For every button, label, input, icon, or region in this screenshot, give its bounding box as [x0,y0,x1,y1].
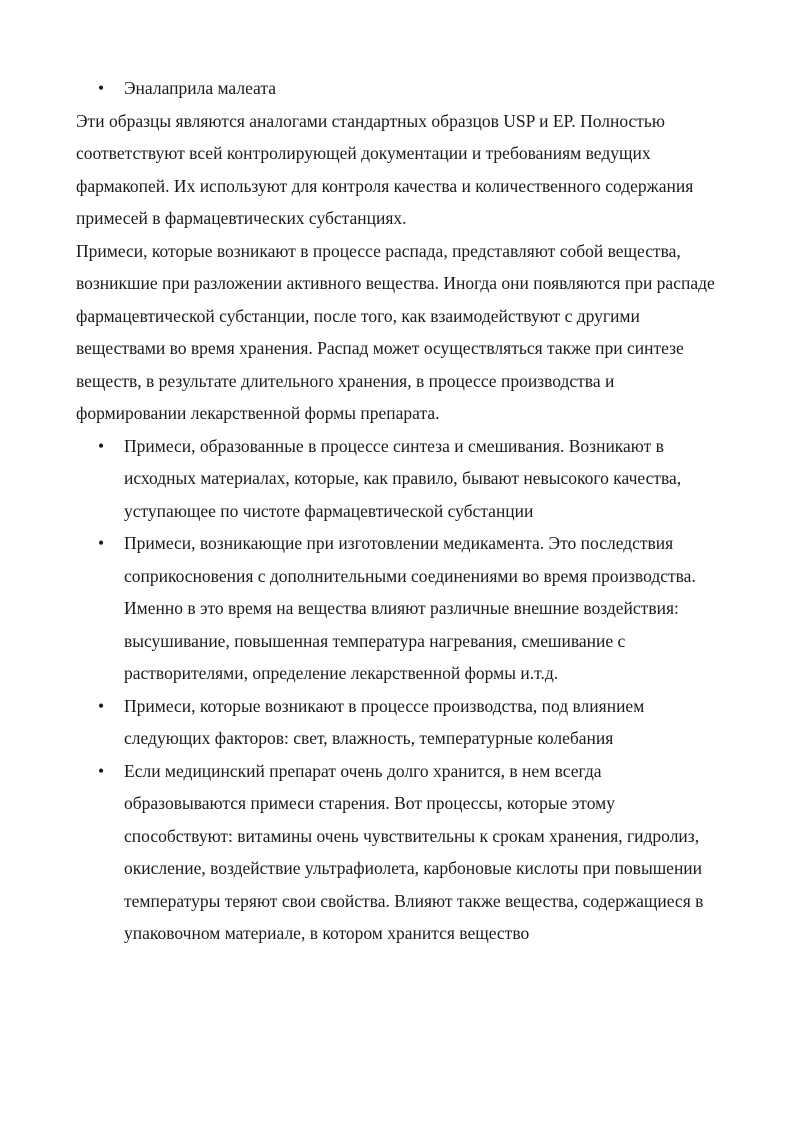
bullet-icon: • [98,533,105,553]
list-item [76,690,726,755]
document-body [76,72,726,950]
list-item [76,72,726,105]
list-item [76,430,726,528]
list-item-text: Примеси, которые возникают в процессе производства, под влиянием следующих факторов: свет, влажность, температурные колебания [124,695,645,748]
top-bullet-list [76,72,726,105]
list-item-text: Примеси, образованные в процессе синтеза и смешивания. Возникают в исходных материалах, которые, как правило, бывают невысокого качества, уступающее по чистоте фармацевтической субстанции [124,435,682,521]
list-item [76,527,726,690]
list-item [76,755,726,950]
bullet-icon: • [98,78,105,98]
paragraph-degradation-impurities: Примеси, которые возникают в процессе распада, представляют собой вещества, возникшие при разложении активного вещества. Иногда они появляются при распаде фармацевтической субстанции, после того, как взаимодействуют с другими веществами во время хранения. Распад может осуществляться также при синтезе веществ, в результате длительного хранения, в процессе производства и формировании лекарственной формы препарата. [76,240,715,423]
list-item-text: Эналаприла малеата [124,78,276,98]
bullet-icon: • [98,695,105,716]
bullet-icon: • [98,760,105,781]
bullet-icon: • [98,435,105,456]
impurity-types-list [76,430,726,950]
list-item-text: Примеси, возникающие при изготовлении медикамента. Это последствия соприкосновения с дополнительными соединениями во время производства. Именно в это время на вещества влияют различные внешние воздействия: высушивание, повышенная температура нагревания, смешивание с растворителями, определение лекарственной формы и.т.д. [124,533,696,683]
list-item-text: Если медицинский препарат очень долго хранится, в нем всегда образовываются примеси старения. Вот процессы, которые этому способствуют: витамины очень чувствительны к срокам хранения, гидролиз, окисление, воздействие ультрафиолета, карбоновые кислоты при повышении температуры теряют свои свойства. Влияют также вещества, содержащиеся в упаковочном материале, в котором хранится вещество [124,760,704,943]
paragraph-reference-standards: Эти образцы являются аналогами стандартных образцов USP и EP. Полностью соответствуют всей контролирующей документации и требованиям ведущих фармакопей. Их используют для контроля качества и количественного содержания примесей в фармацевтических субстанциях. [76,110,694,228]
